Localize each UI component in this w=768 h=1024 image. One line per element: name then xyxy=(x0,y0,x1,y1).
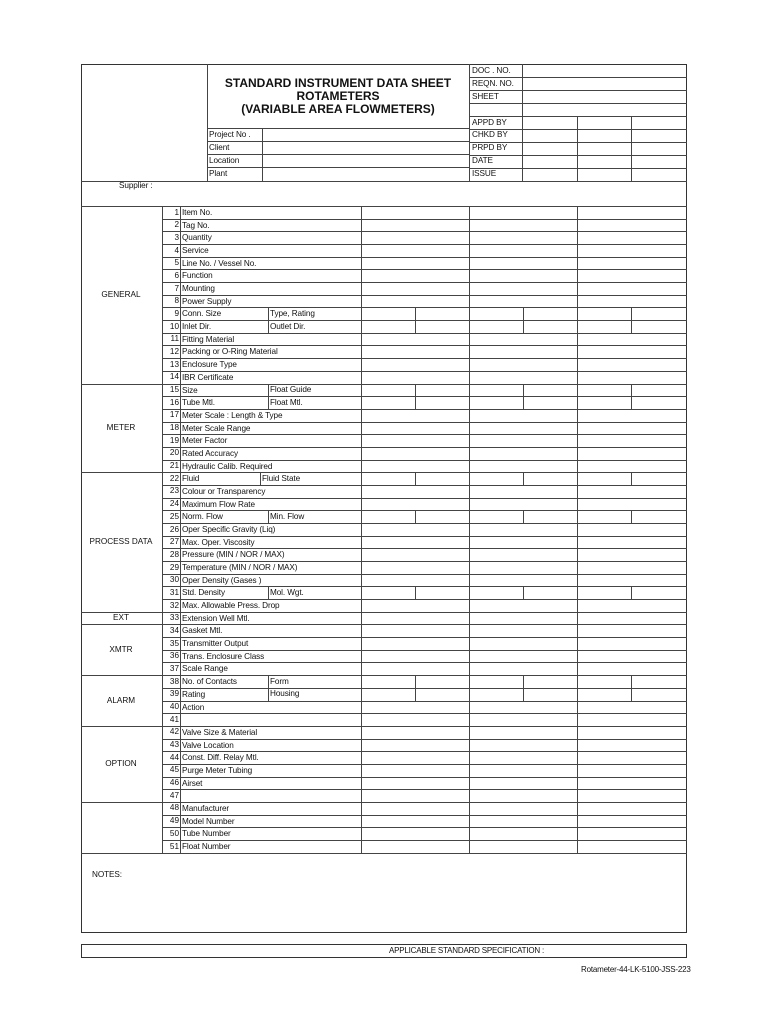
row-line xyxy=(162,244,687,245)
row-label: Model Number xyxy=(182,816,235,826)
row-number: 30 xyxy=(169,575,179,585)
row-label: Service xyxy=(182,246,209,256)
group-label: ALARM xyxy=(106,695,136,705)
row-number: 2 xyxy=(174,220,179,230)
row-line xyxy=(162,447,687,448)
row-line xyxy=(162,802,687,803)
split-divider xyxy=(268,586,269,599)
split-divider xyxy=(268,384,269,397)
row-number: 10 xyxy=(169,321,179,331)
row-line xyxy=(162,675,687,676)
row-line xyxy=(162,701,687,702)
header-divider xyxy=(469,64,470,181)
row-label: Airset xyxy=(182,778,203,788)
row-line xyxy=(162,688,687,689)
row-number: 6 xyxy=(174,270,179,280)
project-field-line xyxy=(207,154,469,155)
row-number: 11 xyxy=(170,334,179,344)
half-cell-divider xyxy=(415,688,416,701)
row-number: 32 xyxy=(169,600,179,610)
row-number: 28 xyxy=(169,549,179,559)
row-label: Oper Specific Gravity (Liq) xyxy=(182,525,276,534)
row-number: 20 xyxy=(169,448,179,458)
location-label: Location xyxy=(209,156,240,165)
split-divider xyxy=(268,510,269,523)
row-line xyxy=(162,333,687,334)
half-cell-divider xyxy=(415,675,416,688)
row-number: 29 xyxy=(169,562,179,572)
row-label: Valve Location xyxy=(182,740,234,750)
half-cell-divider xyxy=(415,510,416,523)
row-label: Max. Oper. Viscosity xyxy=(182,537,255,547)
row-number: 36 xyxy=(169,651,179,661)
project-field-line xyxy=(207,141,469,142)
row-label: Const. Diff. Relay Mtl. xyxy=(182,753,259,763)
row-label: No. of Contacts xyxy=(182,677,237,687)
row-number: 50 xyxy=(169,828,179,838)
row-line xyxy=(162,219,687,220)
row-number: 4 xyxy=(174,245,179,255)
half-cell-divider xyxy=(415,396,416,409)
row-label: Rated Accuracy xyxy=(182,448,238,458)
sign-field-divider xyxy=(522,116,523,181)
row-number: 48 xyxy=(169,803,179,813)
sheet-label: SHEET xyxy=(472,92,499,101)
half-cell-divider xyxy=(415,586,416,599)
client-label: Client xyxy=(209,143,230,152)
row-label: Maximum Flow Rate xyxy=(182,499,255,509)
row-label: Power Supply xyxy=(182,296,232,306)
row-label: Meter Factor xyxy=(182,436,228,446)
row-label: Hydraulic Calib. Required xyxy=(182,461,273,471)
half-cell-divider xyxy=(523,320,524,333)
split-divider xyxy=(268,688,269,701)
sheet-title-line3: (VARIABLE AREA FLOWMETERS) xyxy=(241,102,435,116)
date-label: DATE xyxy=(472,156,493,165)
half-cell-divider xyxy=(523,688,524,701)
split-divider xyxy=(268,307,269,320)
row-number: 49 xyxy=(169,816,179,826)
row-line xyxy=(162,396,687,397)
label-divider xyxy=(361,206,362,853)
group-label: METER xyxy=(106,422,136,432)
row-line xyxy=(162,739,687,740)
appd-by-label: APPD BY xyxy=(472,118,507,127)
row-label: Tag No. xyxy=(182,220,210,230)
half-cell-divider xyxy=(523,586,524,599)
split-divider xyxy=(268,396,269,409)
row-label: Conn. Size xyxy=(182,309,222,319)
row-number: 35 xyxy=(169,638,179,648)
half-cell-divider xyxy=(523,384,524,397)
row-label-secondary: Form xyxy=(270,676,289,686)
row-line xyxy=(162,320,687,321)
row-label: Colour or Transparency xyxy=(182,486,266,496)
row-line xyxy=(162,815,687,816)
notes-label: NOTES: xyxy=(92,870,122,879)
document-reference: Rotameter-44-LK-5100-JSS-223 xyxy=(581,965,691,974)
half-cell-divider xyxy=(523,675,524,688)
row-number: 46 xyxy=(169,778,179,788)
row-number: 13 xyxy=(169,359,179,369)
row-label: Max. Allowable Press. Drop xyxy=(182,601,280,611)
row-line xyxy=(162,295,687,296)
sign-field-divider xyxy=(631,116,632,181)
row-label: Manufacturer xyxy=(182,803,230,813)
split-divider xyxy=(268,320,269,333)
half-cell-divider xyxy=(631,586,632,599)
row-label-secondary: Mol. Wgt. xyxy=(270,587,304,597)
row-number: 41 xyxy=(169,714,179,724)
row-label: Inlet Dir. xyxy=(182,322,212,332)
row-line xyxy=(162,472,687,473)
row-number: 23 xyxy=(169,486,179,496)
row-label: Function xyxy=(182,271,213,281)
row-number: 27 xyxy=(169,537,179,547)
row-label: Fluid xyxy=(182,474,200,484)
doc-field-line xyxy=(469,103,687,104)
row-line xyxy=(162,624,687,625)
row-label: Temperature (MIN / NOR / MAX) xyxy=(182,563,298,573)
row-number: 26 xyxy=(169,524,179,534)
row-label: Float Number xyxy=(182,842,231,851)
row-label-secondary: Housing xyxy=(270,689,300,699)
row-number: 44 xyxy=(169,752,179,762)
half-cell-divider xyxy=(631,307,632,320)
row-line xyxy=(162,713,687,714)
sheet-title-line1: STANDARD INSTRUMENT DATA SHEET xyxy=(224,76,452,90)
sign-field-divider xyxy=(577,116,578,181)
row-number: 37 xyxy=(169,663,179,673)
row-number: 5 xyxy=(174,258,179,268)
row-label: IBR Certificate xyxy=(182,372,234,382)
row-label-secondary: Min. Flow xyxy=(270,511,305,521)
prpd-by-label: PRPD BY xyxy=(472,143,508,152)
row-number: 16 xyxy=(169,397,179,407)
row-line xyxy=(162,384,687,385)
row-number: 24 xyxy=(169,499,179,509)
row-line xyxy=(162,231,687,232)
row-label: Transmitter Output xyxy=(182,639,249,649)
row-line xyxy=(162,358,687,359)
row-number: 45 xyxy=(169,765,179,775)
row-number: 38 xyxy=(169,676,179,686)
row-line xyxy=(162,434,687,435)
row-line xyxy=(162,282,687,283)
row-number: 42 xyxy=(169,727,179,737)
project-field-divider xyxy=(262,128,263,181)
half-cell-divider xyxy=(415,384,416,397)
row-number: 43 xyxy=(169,740,179,750)
table-bottom-line xyxy=(81,853,687,854)
row-number: 22 xyxy=(169,473,179,483)
row-number: 33 xyxy=(169,613,179,623)
row-label: Fitting Material xyxy=(182,334,235,344)
row-label: Scale Range xyxy=(182,664,228,674)
half-cell-divider xyxy=(631,675,632,688)
sheet-title-line2: ROTAMETERS xyxy=(296,89,380,103)
sign-field-line xyxy=(469,155,687,156)
plant-label: Plant xyxy=(209,169,228,178)
chkd-by-label: CHKD BY xyxy=(472,130,508,139)
applicable-standard-label: APPLICABLE STANDARD SPECIFICATION : xyxy=(389,946,544,955)
row-number: 21 xyxy=(169,461,179,471)
half-cell-divider xyxy=(631,472,632,485)
reqn-no-label: REQN. NO. xyxy=(472,79,514,88)
doc-field-line xyxy=(469,90,687,91)
number-divider xyxy=(180,206,181,853)
issue-label: ISSUE xyxy=(472,169,497,178)
row-label-secondary: Outlet Dir. xyxy=(270,321,306,331)
row-label: Pressure (MIN / NOR / MAX) xyxy=(182,550,285,560)
group-label: EXT xyxy=(113,613,129,623)
half-cell-divider xyxy=(631,396,632,409)
row-label-secondary: Float Guide xyxy=(270,385,312,395)
row-label: Quantity xyxy=(182,233,212,243)
sign-field-line xyxy=(469,168,687,169)
row-number: 40 xyxy=(169,702,179,712)
row-label: Rating xyxy=(182,689,206,699)
row-label-secondary: Float Mtl. xyxy=(270,397,303,407)
row-label-secondary: Fluid State xyxy=(262,473,301,483)
row-label: Valve Size & Material xyxy=(182,727,258,737)
row-label: Extension Well Mtl. xyxy=(182,613,250,623)
column-divider xyxy=(469,206,470,853)
half-cell-divider xyxy=(631,320,632,333)
row-label: Tube Mtl. xyxy=(182,398,215,408)
row-number: 17 xyxy=(169,410,179,420)
split-divider xyxy=(260,472,261,485)
row-number: 12 xyxy=(169,346,179,356)
half-cell-divider xyxy=(523,510,524,523)
row-line xyxy=(162,777,687,778)
row-label: Oper Density (Gases ) xyxy=(182,575,262,585)
row-number: 7 xyxy=(174,283,179,293)
row-label: Line No. / Vessel No. xyxy=(182,258,257,268)
row-number: 14 xyxy=(169,372,179,382)
row-label: Meter Scale Range xyxy=(182,423,251,433)
row-line xyxy=(162,269,687,270)
row-line xyxy=(162,510,687,511)
row-number: 1 xyxy=(174,207,179,217)
supplier-label: Supplier : xyxy=(119,181,153,190)
row-number: 34 xyxy=(169,625,179,635)
row-label: Enclosure Type xyxy=(182,360,237,370)
row-number: 18 xyxy=(169,423,179,433)
project-no-label: Project No . xyxy=(209,130,251,139)
row-number: 19 xyxy=(169,435,179,445)
group-label: OPTION xyxy=(105,758,137,768)
row-label: Size xyxy=(182,385,198,395)
row-line xyxy=(162,307,687,308)
split-divider xyxy=(268,675,269,688)
row-line xyxy=(162,827,687,828)
row-line xyxy=(162,371,687,372)
row-label: Purge Meter Tubing xyxy=(182,765,253,775)
half-cell-divider xyxy=(631,384,632,397)
row-label: Meter Scale : Length & Type xyxy=(182,410,283,420)
group-label: GENERAL xyxy=(101,289,141,299)
header-divider xyxy=(207,64,208,181)
row-label: Norm. Flow xyxy=(182,512,223,522)
row-label: Item No. xyxy=(182,208,213,217)
row-number: 39 xyxy=(169,689,179,699)
row-line xyxy=(162,840,687,841)
group-label: XMTR xyxy=(109,644,133,654)
project-field-line xyxy=(207,167,469,168)
row-label: Tube Number xyxy=(182,829,231,839)
row-label: Gasket Mtl. xyxy=(182,626,223,636)
half-cell-divider xyxy=(415,307,416,320)
row-number: 9 xyxy=(174,308,179,318)
group-label: PROCESS DATA xyxy=(89,537,153,547)
row-line xyxy=(162,789,687,790)
row-number: 31 xyxy=(169,587,179,597)
half-cell-divider xyxy=(415,472,416,485)
half-cell-divider xyxy=(523,472,524,485)
row-number: 25 xyxy=(169,511,179,521)
row-number: 47 xyxy=(169,790,179,800)
row-number: 51 xyxy=(169,841,179,851)
row-number: 8 xyxy=(174,296,179,306)
applicable-standard-box xyxy=(81,944,687,958)
half-cell-divider xyxy=(631,688,632,701)
row-line xyxy=(162,662,687,663)
row-line xyxy=(162,586,687,587)
header-bottom-line xyxy=(81,181,687,182)
row-label: Packing or O-Ring Material xyxy=(182,347,278,357)
doc-no-label: DOC . NO. xyxy=(472,66,511,75)
half-cell-divider xyxy=(415,320,416,333)
row-label: Mounting xyxy=(182,284,215,294)
row-label: Std. Density xyxy=(182,588,225,598)
row-label: Trans. Enclosure Class xyxy=(182,651,265,661)
half-cell-divider xyxy=(523,396,524,409)
half-cell-divider xyxy=(631,510,632,523)
row-label: Action xyxy=(182,702,205,712)
column-divider xyxy=(577,206,578,853)
half-cell-divider xyxy=(523,307,524,320)
row-number: 15 xyxy=(169,385,179,395)
row-number: 3 xyxy=(174,232,179,242)
row-label-secondary: Type, Rating xyxy=(270,308,315,318)
